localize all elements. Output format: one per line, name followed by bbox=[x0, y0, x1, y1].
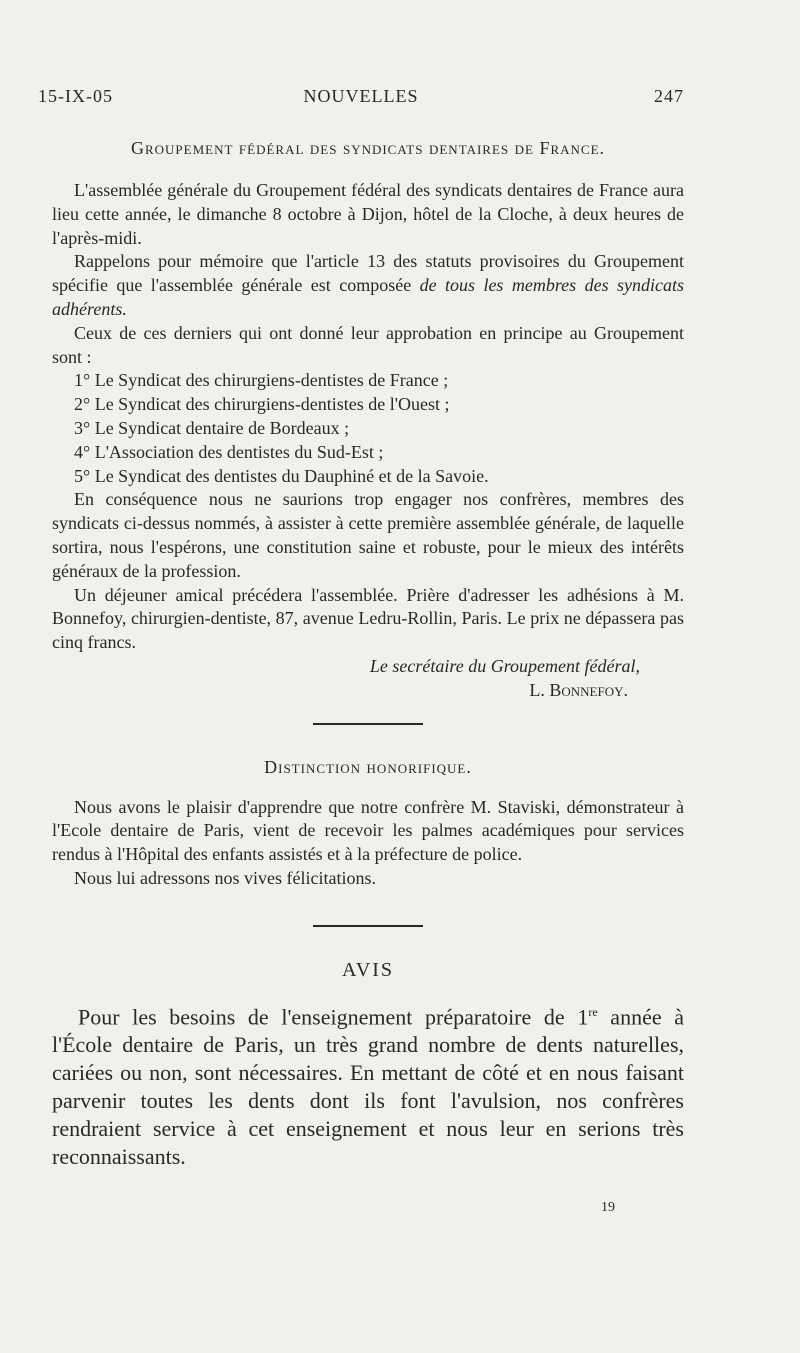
list-item: 1° Le Syndicat des chirurgiens-dentistes de France ; bbox=[74, 370, 449, 391]
list-item: 2° Le Syndicat des chirurgiens-dentistes de l'Ouest ; bbox=[74, 394, 450, 415]
signature-surname: Bonnefoy. bbox=[549, 679, 628, 700]
signature-name bbox=[52, 679, 684, 703]
paragraph bbox=[52, 998, 684, 1171]
superscript: re bbox=[588, 1004, 598, 1019]
paragraph: Nous lui adressons nos vives félicitations. bbox=[74, 867, 376, 888]
article-body-distinction bbox=[52, 796, 684, 891]
list-item: 3° Le Syndicat dentaire de Bordeaux ; bbox=[74, 417, 350, 438]
article-body-groupement bbox=[52, 179, 684, 655]
signature-initial: L. bbox=[529, 679, 550, 700]
list-item: 5° Le Syndicat des dentistes du Dauphiné et de la Savoie. bbox=[74, 465, 489, 486]
paragraph: Nous avons le plaisir d'apprendre que notre confrère M. Staviski, démonstrateur à l'Ecole dentaire de Paris, vient de recevoir les palmes académiques pour services rendus à l'Hôpital des enfants assistés et à la préfecture de police. bbox=[52, 796, 684, 865]
article-title-distinction: Distinction honorifique. bbox=[264, 756, 472, 777]
paragraph-text: Pour les besoins de l'enseignement préparatoire de 1 bbox=[78, 1004, 589, 1030]
italic-text: de tous les membres des syndicats adhérents. bbox=[52, 275, 684, 319]
avis-title: AVIS bbox=[341, 958, 395, 981]
page-content bbox=[52, 138, 684, 1171]
paragraph: L'assemblée générale du Groupement fédéral des syndicats dentaires de France aura lieu cette année, le dimanche 8 octobre à Dijon, hôtel de la Cloche, à deux heures de l'après-midi. bbox=[52, 180, 684, 248]
list-item: 4° L'Association des dentistes du Sud-Est ; bbox=[74, 441, 384, 462]
section-divider bbox=[313, 723, 423, 725]
running-header bbox=[38, 86, 684, 114]
signature-mark: 19 bbox=[601, 1200, 615, 1215]
article-title-groupement: Groupement fédéral des syndicats dentaires de France. bbox=[130, 138, 606, 158]
section-divider bbox=[313, 925, 423, 927]
paragraph: Ceux de ces derniers qui ont donné leur approbation en principe au Groupement sont : bbox=[52, 322, 684, 367]
avis-body bbox=[52, 998, 684, 1171]
paragraph: Un déjeuner amical précédera l'assemblée. Prière d'adresser les adhésions à M. Bonnefoy, chirurgien-dentiste, 87, avenue Ledru-Rollin, Paris. Le prix ne dépassera pas cinq francs. bbox=[52, 584, 684, 653]
header-section: NOUVELLES bbox=[303, 86, 419, 106]
signature-role: Le secrétaire du Groupement fédéral, bbox=[369, 655, 640, 676]
paragraph-text: Rappelons pour mémoire que l'article 13 des statuts provisoires du Groupement spécifie que l'assemblée générale est composée bbox=[52, 251, 684, 296]
page-number: 247 bbox=[654, 86, 684, 106]
paragraph: En conséquence nous ne saurions trop engager nos confrères, membres des syndicats ci-dessus nommés, à assister à cette première assemblée générale, de laquelle sortira, nous l'espérons, une constitution saine et robuste, pour le mieux des intérêts généraux de la profession. bbox=[52, 489, 684, 581]
paragraph bbox=[52, 250, 684, 321]
header-date: 15-IX-05 bbox=[38, 86, 113, 106]
paragraph-text: année à l'École dentaire de Paris, un très grand nombre de dents naturelles, cariées ou non, sont nécessaires. En mettant de côté et en nous faisant parvenir toutes les dents dont ils font l'avulsion, nos confrères rendraient service à cet enseignement et nous leur en serions très reconnaissants. bbox=[52, 1004, 684, 1170]
